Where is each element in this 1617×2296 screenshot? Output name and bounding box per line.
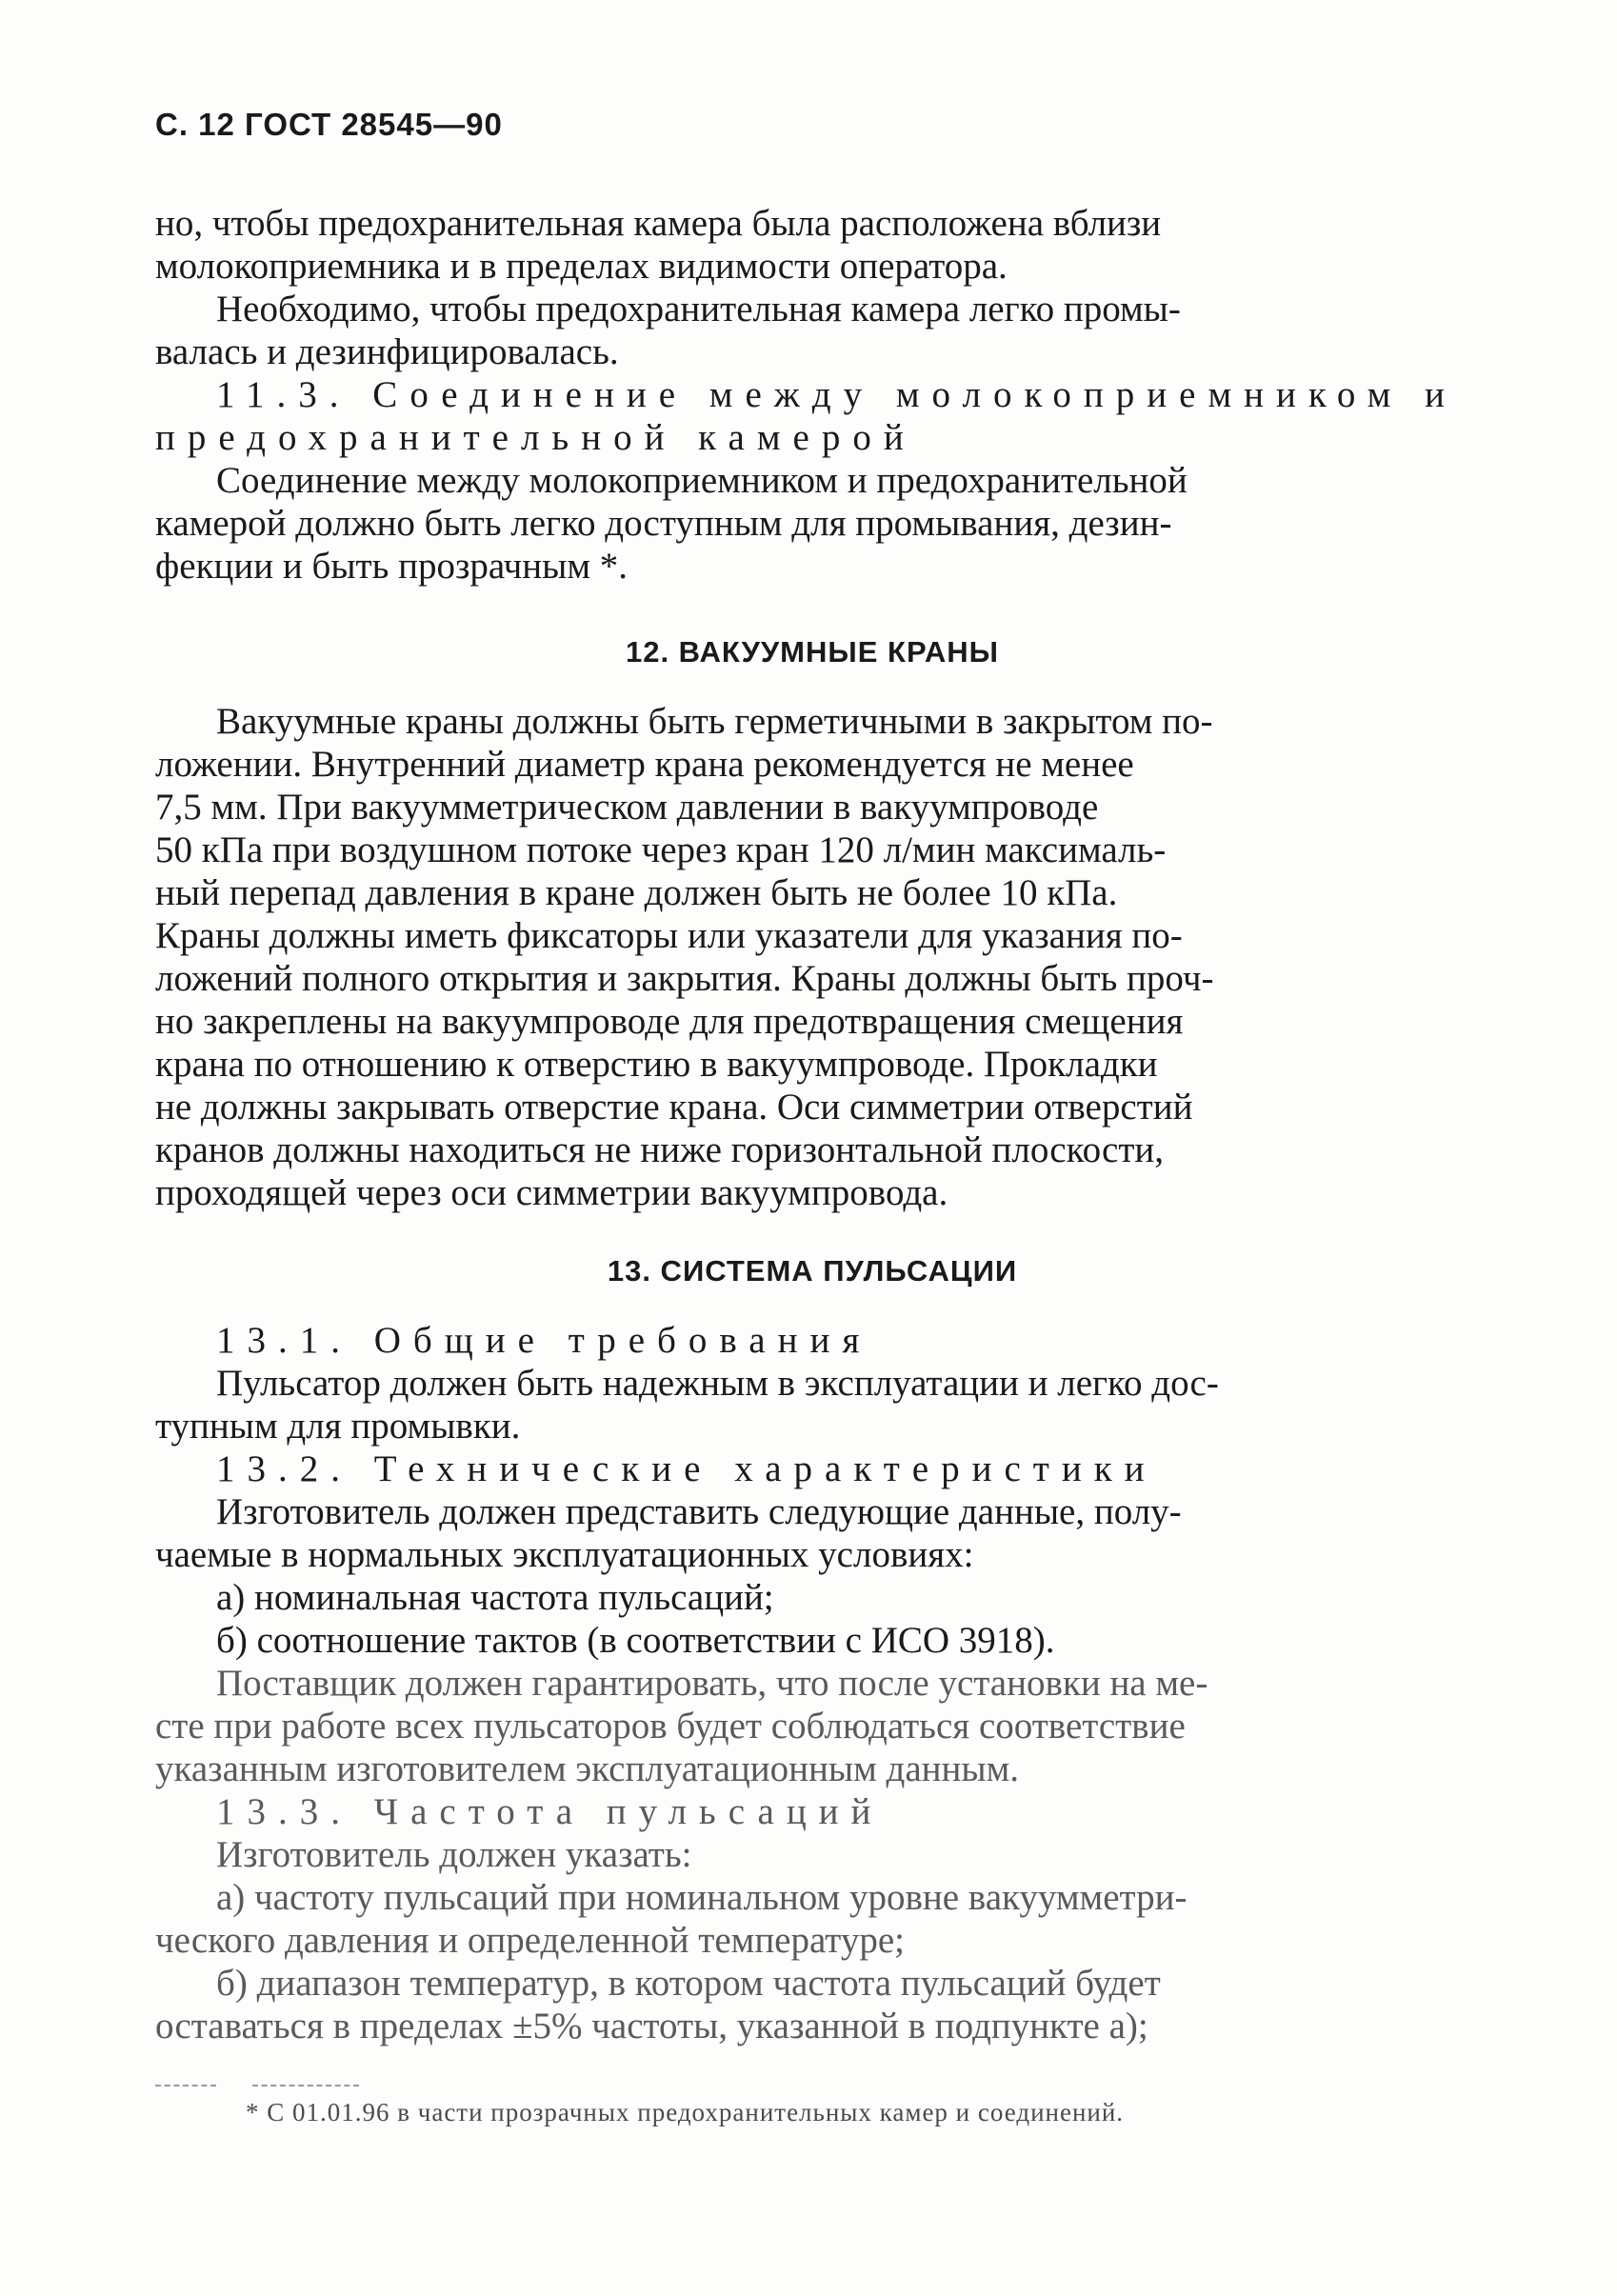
text-line: валась и дезинфицировалась. bbox=[155, 331, 619, 372]
clause-13-2-title: 13.2. Технические характеристики bbox=[216, 1448, 1157, 1489]
text-line: Необходимо, чтобы предохранительная камера легко промы- bbox=[216, 289, 1181, 329]
list-item: а) номинальная частота пульсаций; bbox=[216, 1577, 774, 1618]
text-line: 7,5 мм. При вакуумметрическом давлении в вакуумпроводе bbox=[155, 787, 1099, 828]
clause-11-3-title: предохранительной камерой bbox=[155, 417, 916, 458]
text-line: Вакуумные краны должны быть герметичными в закрытом по- bbox=[216, 701, 1213, 742]
section-12-body bbox=[155, 700, 1469, 1214]
clause-13-1-title: 13.1. Общие требования bbox=[216, 1320, 872, 1361]
text-line: молокоприемника и в пределах видимости оператора. bbox=[155, 246, 1008, 287]
section-11-continuation bbox=[155, 202, 1469, 588]
text-line: но, чтобы предохранительная камера была расположена вблизи bbox=[155, 203, 1162, 244]
section-13-heading: 13. СИСТЕМА ПУЛЬСАЦИИ bbox=[607, 1254, 1018, 1288]
list-item: а) частоту пульсаций при номинальном уровне вакуумметри- bbox=[216, 1877, 1188, 1918]
text-line: Поставщик должен гарантировать, что после установки на ме- bbox=[216, 1663, 1208, 1704]
text-line: Пульсатор должен быть надежным в эксплуатации и легко дос- bbox=[216, 1363, 1219, 1404]
page-header: С. 12 ГОСТ 28545—90 bbox=[155, 107, 503, 142]
footnote-rule bbox=[155, 2085, 216, 2086]
section-12-heading: 12. ВАКУУМНЫЕ КРАНЫ bbox=[625, 635, 1000, 669]
text-line: Соединение между молокоприемником и предохранительной bbox=[216, 460, 1188, 501]
list-item: б) диапазон температур, в котором частота пульсаций будет bbox=[216, 1963, 1161, 2004]
text-line: Изготовитель должен представить следующие данные, полу- bbox=[216, 1491, 1182, 1532]
list-item: оставаться в пределах ±5% частоты, указанной в подпункте а); bbox=[155, 2006, 1148, 2046]
text-line: сте при работе всех пульсаторов будет соблюдаться соответствие bbox=[155, 1706, 1186, 1747]
text-line: ложении. Внутренний диаметр крана рекомендуется не менее bbox=[155, 744, 1134, 785]
clause-13-3-title: 13.3. Частота пульсаций bbox=[216, 1791, 884, 1832]
text-line: 50 кПа при воздушном потоке через кран 120 л/мин максималь- bbox=[155, 829, 1167, 870]
text-line: но закреплены на вакуумпроводе для предотвращения смещения bbox=[155, 1001, 1184, 1042]
footnote: * С 01.01.96 в части прозрачных предохранительных камер и соединений. bbox=[246, 2098, 1125, 2126]
text-line: чаемые в нормальных эксплуатационных условиях: bbox=[155, 1534, 974, 1575]
footnote-rule bbox=[252, 2085, 359, 2086]
text-line: Изготовитель должен указать: bbox=[216, 1834, 692, 1875]
text-line: тупным для промывки. bbox=[155, 1406, 521, 1447]
text-line: ный перепад давления в кране должен быть не более 10 кПа. bbox=[155, 872, 1118, 913]
text-line: Краны должны иметь фиксаторы или указатели для указания по- bbox=[155, 915, 1183, 956]
text-line: указанным изготовителем эксплуатационным данным. bbox=[155, 1748, 1020, 1789]
text-line: камерой должно быть легко доступным для промывания, дезин- bbox=[155, 503, 1172, 544]
text-line: проходящей через оси симметрии вакуумпровода. bbox=[155, 1172, 948, 1213]
text-line: крана по отношению к отверстию в вакуумпроводе. Прокладки bbox=[155, 1044, 1158, 1085]
clause-11-3-title: 11.3. Соединение между молокоприемником и bbox=[216, 374, 1457, 415]
list-item: ческого давления и определенной температуре; bbox=[155, 1920, 905, 1961]
list-item: б) соотношение тактов (в соответствии с ИСО 3918). bbox=[216, 1620, 1055, 1661]
text-line: фекции и быть прозрачным *. bbox=[155, 546, 629, 587]
text-line: кранов должны находиться не ниже горизонтальной плоскости, bbox=[155, 1129, 1165, 1170]
text-line: ложений полного открытия и закрытия. Краны должны быть проч- bbox=[155, 958, 1214, 999]
text-line: не должны закрывать отверстие крана. Оси симметрии отверстий bbox=[155, 1087, 1193, 1128]
section-13-body bbox=[155, 1319, 1469, 2047]
